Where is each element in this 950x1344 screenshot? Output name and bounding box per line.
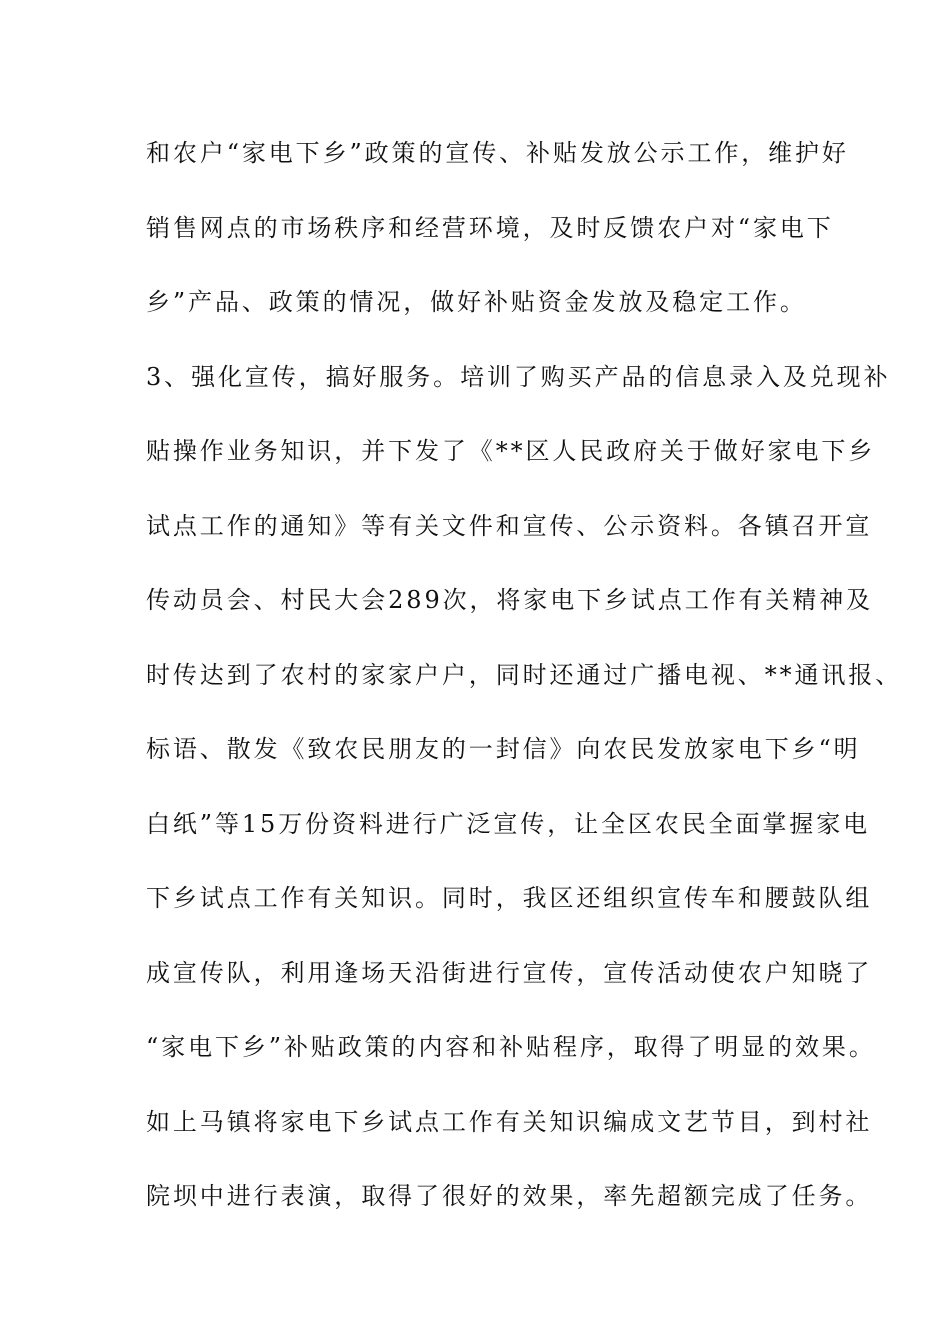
text-line: 成宣传队，利用逢场天沿街进行宣传，宣传活动使农户知晓了: [146, 958, 873, 987]
text-line: 下乡试点工作有关知识。同时，我区还组织宣传车和腰鼓队组: [146, 884, 873, 912]
text-line: 白纸”等15万份资料进行广泛宣传，让全区农民全面掌握家电: [146, 809, 871, 838]
text-line: 院坝中进行表演，取得了很好的效果，率先超额完成了任务。: [146, 1182, 873, 1210]
text-line: 乡”产品、政策的情况，做好补贴资金发放及稳定工作。: [146, 288, 807, 316]
text-line: 贴操作业务知识，并下发了《**区人民政府关于做好家电下乡: [146, 437, 876, 465]
body-text: [146, 128, 903, 1246]
text-line: 3、强化宣传，搞好服务。培训了购买产品的信息录入及兑现补: [146, 362, 891, 391]
text-line: 试点工作的通知》等有关文件和宣传、公示资料。各镇召开宣: [146, 511, 873, 540]
text-line: 时传达到了农村的家家户户，同时还通过广播电视、**通讯报、: [146, 660, 903, 689]
text-line: 如上马镇将家电下乡试点工作有关知识编成文艺节目，到村社: [146, 1107, 873, 1136]
text-line: 标语、散发《致农民朋友的一封信》向农民发放家电下乡“明: [146, 735, 861, 763]
text-line: “家电下乡”补贴政策的内容和补贴程序，取得了明显的效果。: [146, 1033, 876, 1061]
text-line: 销售网点的市场秩序和经营环境，及时反馈农户对“家电下: [146, 213, 834, 242]
text-line: 和农户“家电下乡”政策的宣传、补贴发放公示工作，维护好: [146, 139, 849, 167]
text-line: 传动员会、村民大会289次，将家电下乡试点工作有关精神及: [146, 586, 874, 614]
